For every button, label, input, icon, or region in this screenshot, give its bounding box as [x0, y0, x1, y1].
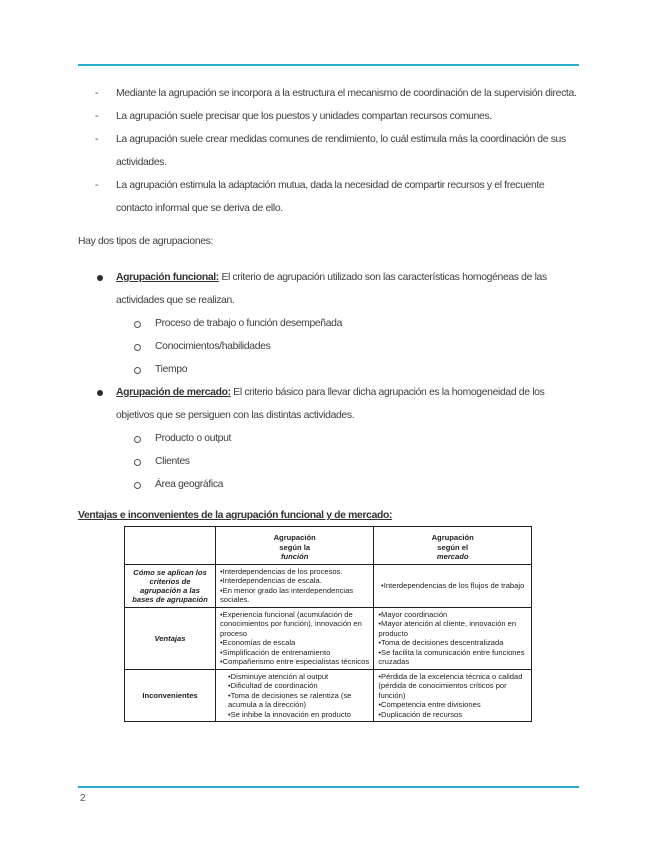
table-row [125, 564, 532, 607]
type-market [78, 381, 579, 496]
circle-bullet-icon [134, 321, 141, 328]
circle-bullet-icon [134, 436, 141, 443]
type-term: Agrupación funcional: [116, 272, 219, 283]
list-item: Área geográfica [78, 473, 579, 496]
type-description: El criterio de agrupación utilizado son las características homogéneas de las actividades que se realizan. [116, 272, 547, 306]
circle-bullet-icon [134, 367, 141, 374]
table-row [125, 607, 532, 669]
header-functional: Agrupación según la función [216, 527, 374, 565]
criteria-market-cell: •Interdependencias de los flujos de trabajo [374, 564, 532, 607]
page-body [78, 82, 579, 526]
comparison-table [124, 526, 532, 722]
list-item: - La agrupación estimula la adaptación mutua, dada la necesidad de compartir recursos y el frecuente contacto informal que se deriva de ello. [95, 180, 545, 214]
row-label-criteria: Cómo se aplican los criterios de agrupación a las bases de agrupación [125, 564, 216, 607]
table-row [125, 669, 532, 722]
advantages-functional-cell: •Experiencia funcional (acumulación de conocimientos por función), innovación en proceso •Economías de escala •Simplificación de entrenamiento •Compañerismo entre especialistas técnicos [216, 607, 374, 669]
list-item: - La agrupación suele crear medidas comunes de rendimiento, lo cuál estimula más la coordinación de sus actividades. [95, 134, 566, 168]
list-item: Tiempo [78, 358, 579, 381]
sub-list [116, 427, 579, 496]
header-rule [78, 64, 579, 66]
table-corner-cell [125, 527, 216, 565]
row-label-drawbacks: Inconvenientes [125, 669, 216, 722]
intro-point-list [78, 82, 579, 220]
drawbacks-market-cell: •Pérdida de la excelencia técnica o calidad (pérdida de conocimientos críticos por función) •Competencia entre divisiones •Duplicación de recursos [374, 669, 532, 722]
bullet-icon [97, 390, 103, 396]
footer-rule [78, 786, 579, 788]
list-item: - La agrupación suele precisar que los puestos y unidades compartan recursos comunes. [95, 111, 492, 122]
circle-bullet-icon [134, 482, 141, 489]
list-item: Proceso de trabajo o función desempeñada [78, 312, 579, 335]
list-item: Conocimientos/habilidades [78, 335, 579, 358]
circle-bullet-icon [134, 459, 141, 466]
page-number: 2 [80, 793, 86, 804]
types-list [78, 266, 579, 496]
advantages-market-cell: •Mayor coordinación •Mayor atención al cliente, innovación en producto •Toma de decisiones descentralizada •Se facilita la comunicación entre funciones cruzadas [374, 607, 532, 669]
drawbacks-functional-cell: •Disminuye atención al output •Dificultad de coordinación •Toma de decisiones se ralentiza (se acumula a la dirección) •Se inhibe la innovación en producto [216, 669, 374, 722]
circle-bullet-icon [134, 344, 141, 351]
header-market: Agrupación según el mercado [374, 527, 532, 565]
section-heading: Ventajas e inconvenientes de la agrupación funcional y de mercado: [78, 510, 393, 521]
criteria-functional-cell: •Interdependencias de los procesos. •Interdependencias de escala. •En menor grado las interdependencias sociales. [216, 564, 374, 607]
types-intro: Hay dos tipos de agrupaciones: [78, 236, 214, 247]
sub-list [116, 312, 579, 381]
bullet-icon [97, 275, 103, 281]
table-header-row [125, 527, 532, 565]
list-item: Clientes [78, 450, 579, 473]
type-description: El criterio básico para llevar dicha agrupación es la homogeneidad de los objetivos que se persiguen con las distintas actividades. [116, 387, 545, 421]
type-term: Agrupación de mercado: [116, 387, 231, 398]
row-label-advantages: Ventajas [125, 607, 216, 669]
list-item: - Mediante la agrupación se incorpora a la estructura el mecanismo de coordinación de la supervisión directa. [95, 88, 577, 99]
list-item: Producto o output [78, 427, 579, 450]
type-functional [78, 266, 579, 381]
